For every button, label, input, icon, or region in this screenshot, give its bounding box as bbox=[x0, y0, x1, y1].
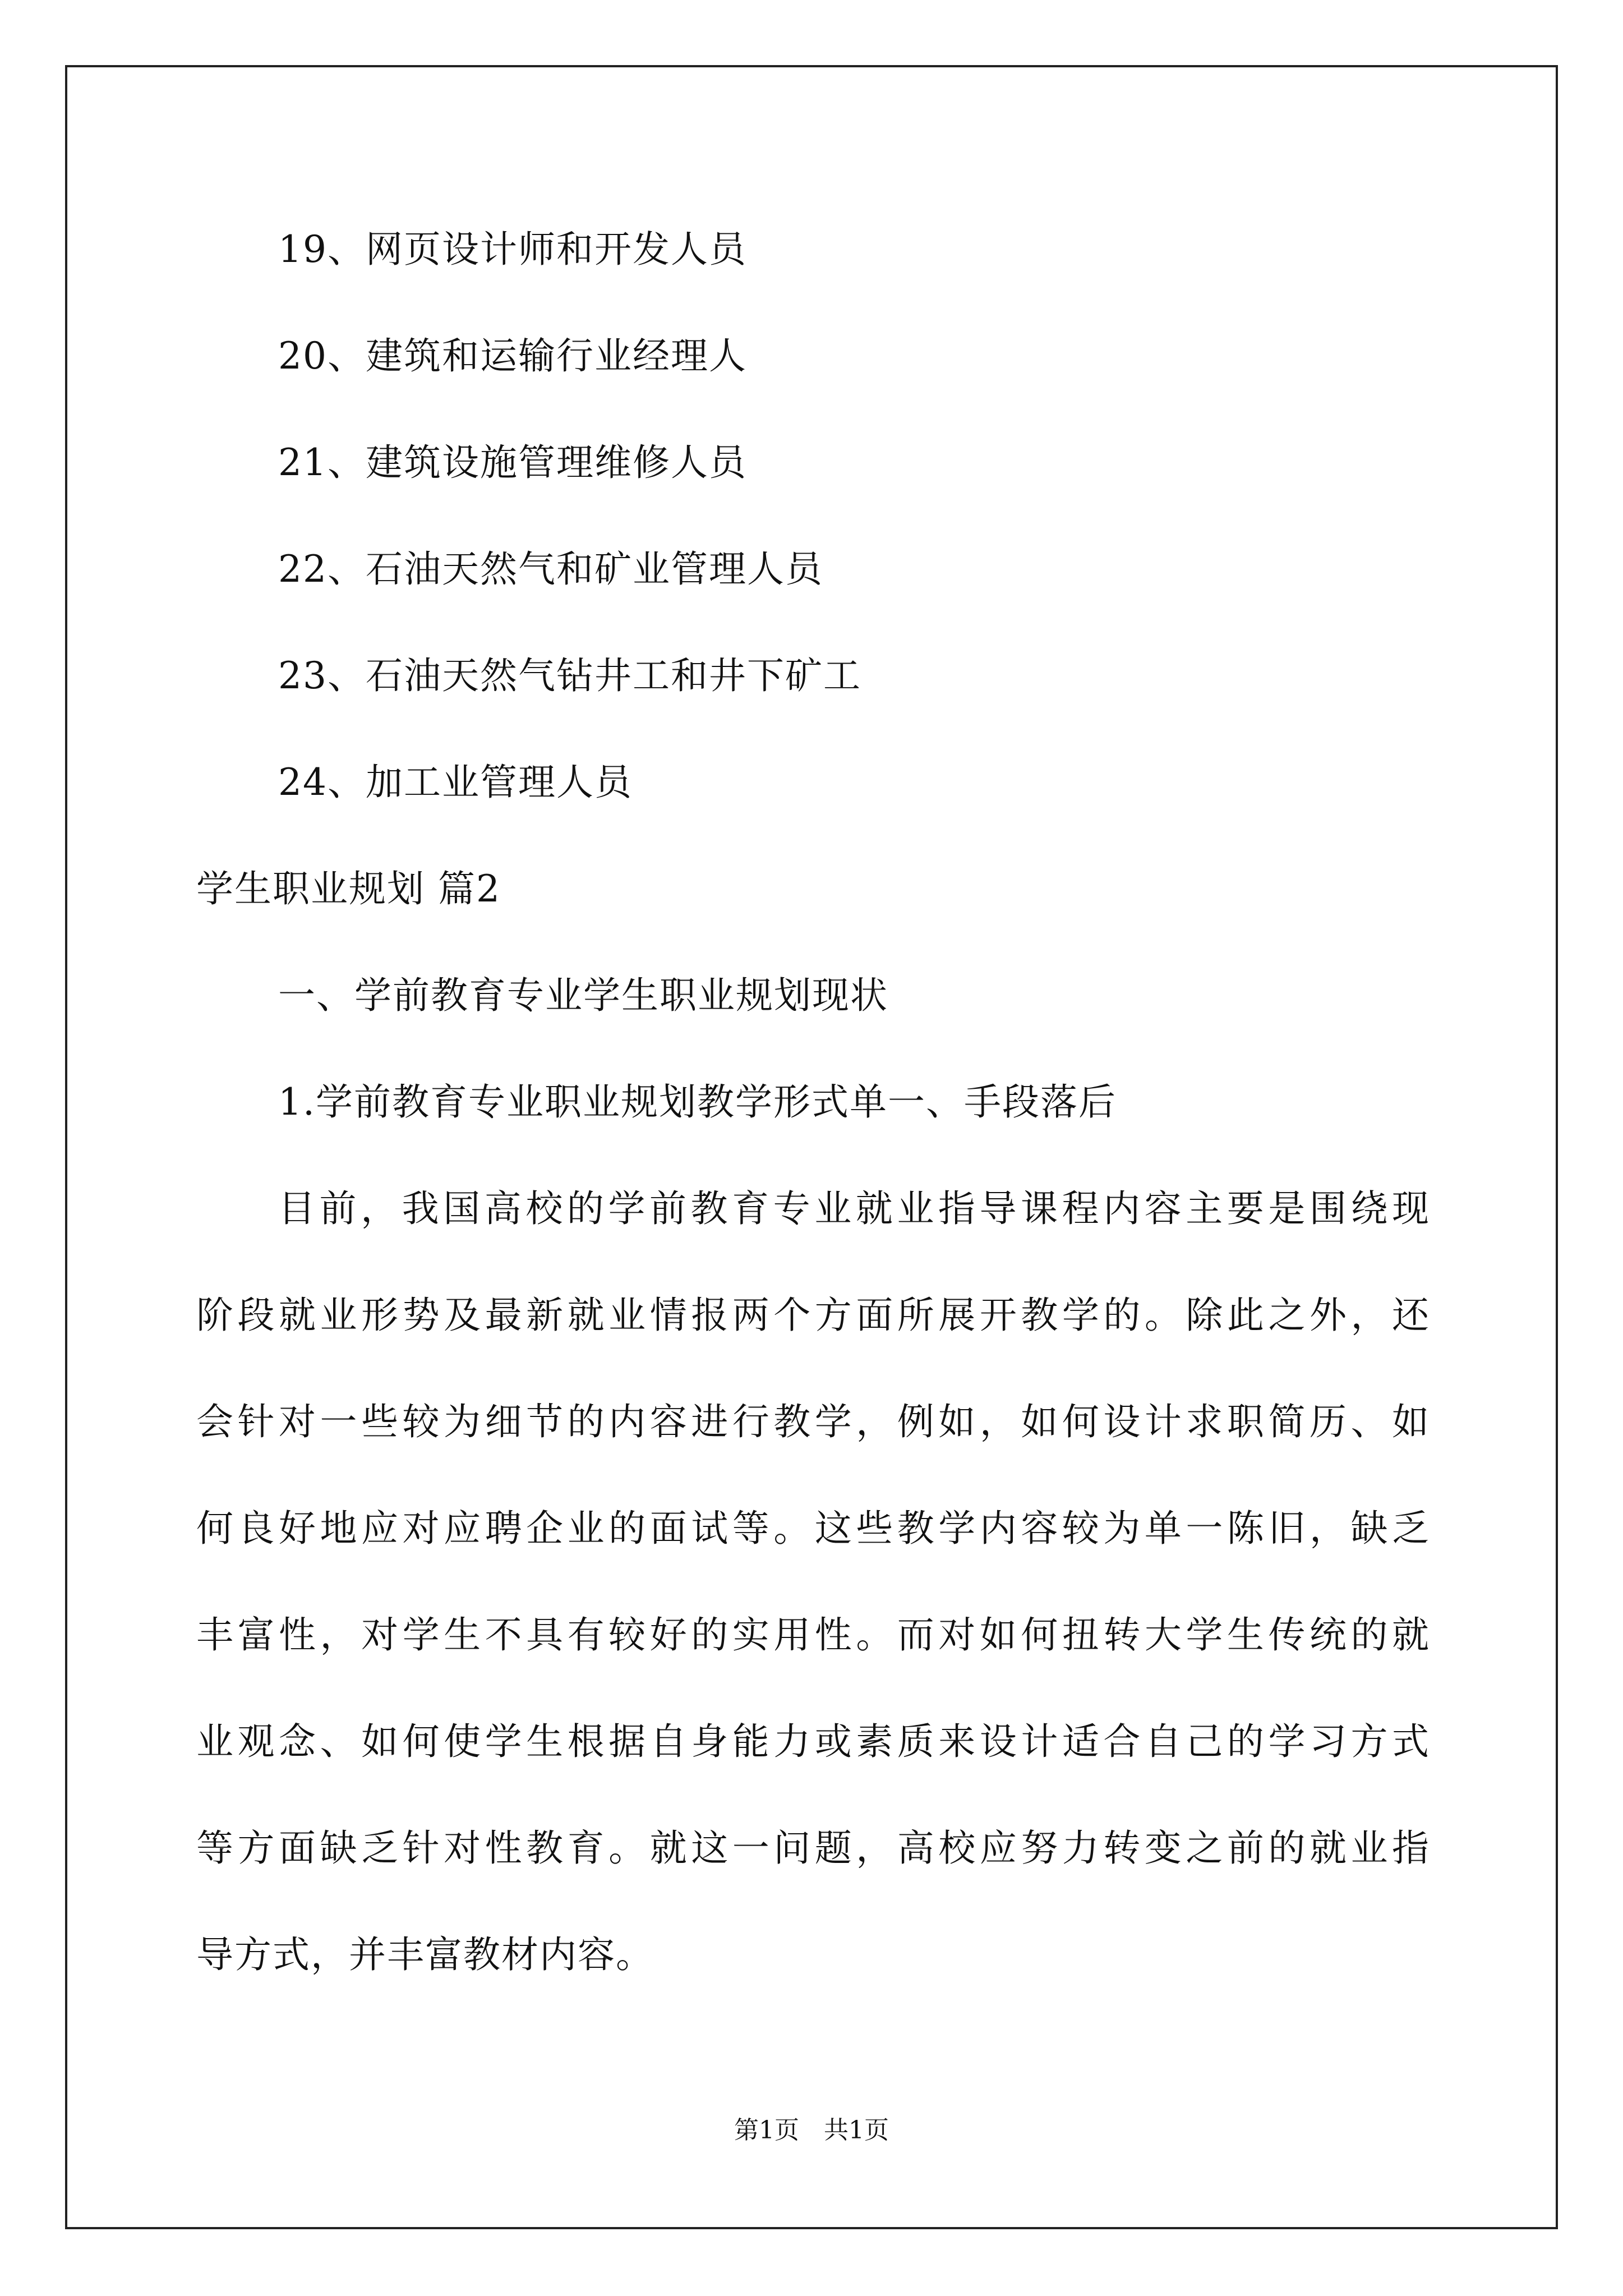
list-item-23: 23、石油天然气钻井工和井下矿工 bbox=[278, 654, 861, 697]
point-heading: 1.学前教育专业职业规划教学形式单一、手段落后 bbox=[278, 1080, 1117, 1124]
list-item-19: 19、网页设计师和开发人员 bbox=[278, 228, 747, 271]
page-border bbox=[65, 65, 1558, 2229]
paragraph-line-5: 丰富性，对学生不具有较好的实用性。而对如何扭转大学生传统的就 bbox=[196, 1613, 1430, 1657]
paragraph-line-2: 阶段就业形势及最新就业情报两个方面所展开教学的。除此之外，还 bbox=[196, 1294, 1430, 1337]
paragraph-line-7: 等方面缺乏针对性教育。就这一问题，高校应努力转变之前的就业指 bbox=[196, 1826, 1430, 1870]
list-item-20: 20、建筑和运输行业经理人 bbox=[278, 334, 747, 378]
paragraph-line-1: 目前，我国高校的学前教育专业就业指导课程内容主要是围绕现 bbox=[278, 1187, 1430, 1230]
paragraph-line-3: 会针对一些较为细节的内容进行教学，例如，如何设计求职简历、如 bbox=[196, 1400, 1430, 1443]
paragraph-line-4: 何良好地应对应聘企业的面试等。这些教学内容较为单一陈旧，缺乏 bbox=[196, 1507, 1430, 1550]
paragraph-line-8: 导方式，并丰富教材内容。 bbox=[196, 1933, 654, 1976]
list-item-21: 21、建筑设施管理维修人员 bbox=[278, 441, 747, 484]
subsection-heading: 一、学前教育专业学生职业规划现状 bbox=[278, 974, 888, 1017]
section-title: 学生职业规划 篇2 bbox=[196, 867, 501, 910]
page-footer: 第1页 共1页 bbox=[734, 2116, 889, 2145]
paragraph-line-6: 业观念、如何使学生根据自身能力或素质来设计适合自己的学习方式 bbox=[196, 1720, 1430, 1763]
list-item-24: 24、加工业管理人员 bbox=[278, 761, 633, 804]
list-item-22: 22、石油天然气和矿业管理人员 bbox=[278, 547, 823, 591]
